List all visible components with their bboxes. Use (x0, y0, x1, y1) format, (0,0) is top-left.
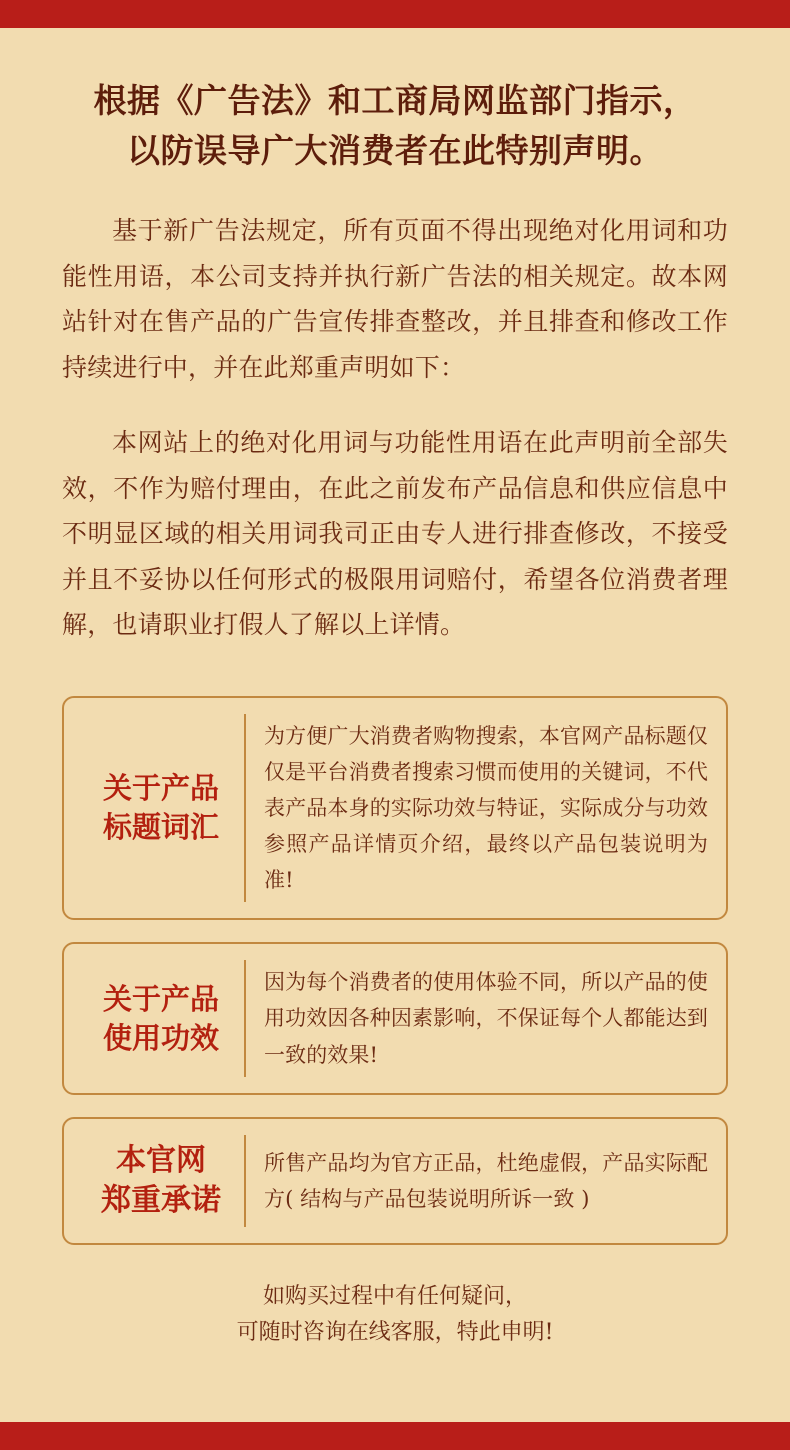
statement-card-title-2-line-2: 使用功效 (102, 1020, 219, 1055)
page-title-line-1: 根据《广告法》和工商局网监部门指示， (93, 81, 697, 120)
statement-card-body-2: 因为每个消费者的使用体验不同，所以产品的使用功效因各种因素影响，不保证每个人都能达到一致的效果! (264, 970, 708, 1067)
statement-card-title-3-line-1: 本官网 (116, 1142, 206, 1178)
page-title-line-2: 以防误导广大消费者在此特别声明。 (127, 131, 663, 171)
statement-card-title-1 (78, 714, 246, 903)
statement-card-official-promise (62, 1117, 728, 1245)
statement-card-title-1-line-1: 关于产品 (102, 771, 219, 806)
paragraph-regulation-basis: 基于新广告法规定，所有页面不得出现绝对化用词和功能性用语，本公司支持并执行新广告法的相关规定。故本网站针对在售产品的广告宣传排查整改，并且排查和修改工作持续进行中，并在此郑重声明如下： (62, 216, 728, 382)
paragraph-disclaimer: 本网站上的绝对化用词与功能性用语在此声明前全部失效，不作为赔付理由，在此之前发布产品信息和供应信息中不明显区域的相关用词我司正由专人进行排查修改，不接受并且不妥协以任何形式的极限用词赔付，希望各位消费者理解，也请职业打假人了解以上详情。 (62, 428, 728, 640)
statement-card-title-2 (78, 960, 246, 1076)
footer-note-line-1: 如购买过程中有任何疑问， (262, 1284, 527, 1310)
statement-card-title-2-line-1: 关于产品 (102, 981, 219, 1016)
statement-card-title-3 (78, 1135, 246, 1227)
statement-card-product-title (62, 696, 728, 921)
footer-note-line-2: 可随时咨询在线客服，特此申明! (236, 1319, 554, 1345)
statement-card-title-1-line-2: 标题词汇 (102, 810, 219, 845)
page-title (62, 28, 728, 176)
announcement-panel (0, 28, 790, 1422)
statement-card-product-effect (62, 942, 728, 1094)
statement-card-list (62, 696, 728, 1245)
footer-note (62, 1279, 728, 1350)
statement-card-title-3-line-2: 郑重承诺 (101, 1182, 221, 1218)
statement-card-body-3: 所售产品均为官方正品，杜绝虚假，产品实际配方( 结构与产品包装说明所诉一致 ) (264, 1150, 708, 1211)
statement-card-body-1: 为方便广大消费者购物搜索，本官网产品标题仅仅是平台消费者搜索习惯而使用的关键词，不代表产品本身的实际功效与特证，实际成分与功效参照产品详情页介绍，最终以产品包装说明为准! (264, 723, 708, 893)
bottom-red-band (0, 1422, 790, 1450)
top-red-band (0, 0, 790, 28)
